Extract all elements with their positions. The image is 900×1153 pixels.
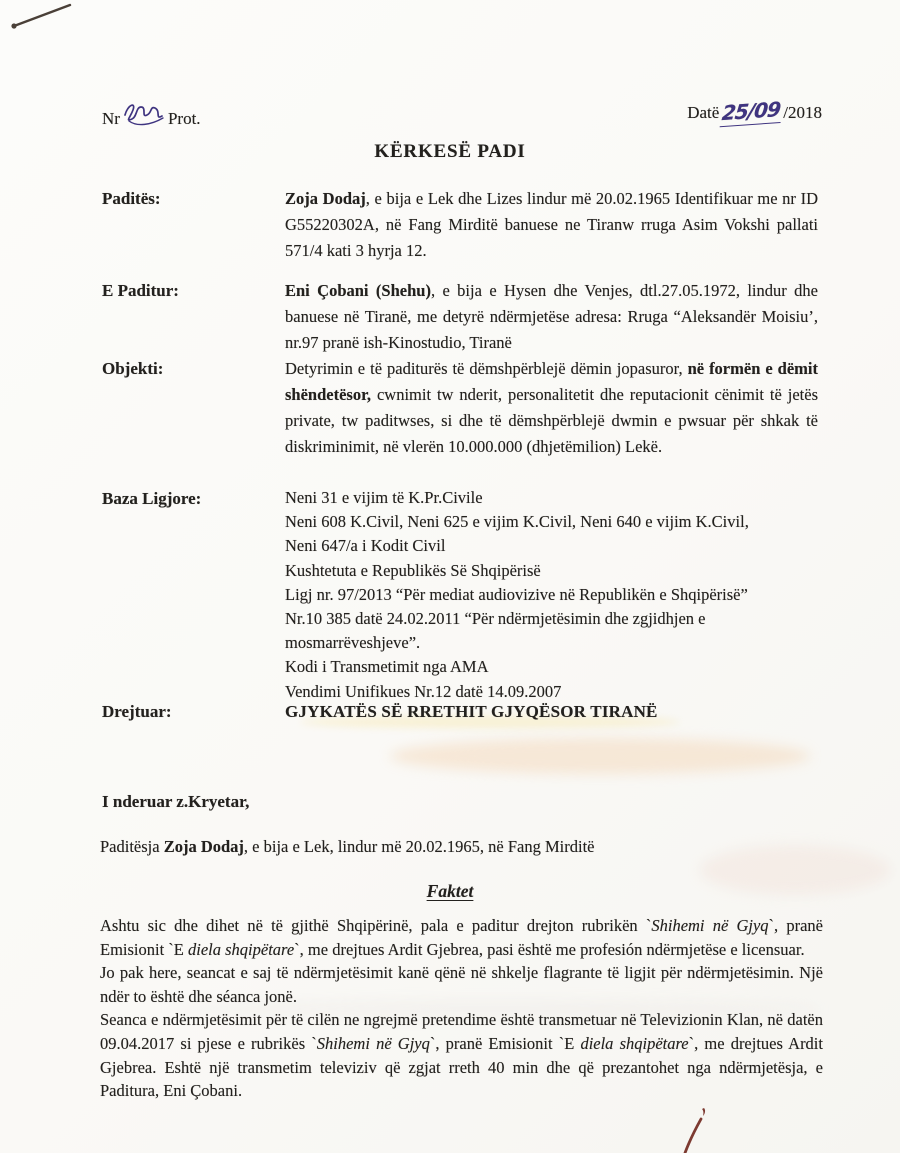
section-legal-basis bbox=[102, 486, 818, 704]
text-segment: Zoja Dodaj bbox=[163, 837, 244, 856]
paragraph bbox=[100, 1008, 823, 1102]
facts-body bbox=[100, 914, 823, 1103]
section-content bbox=[285, 278, 818, 356]
section-content bbox=[285, 356, 818, 460]
section-label: Paditës: bbox=[102, 189, 161, 208]
text-segment: diela shqipëtare bbox=[188, 939, 295, 959]
prot-label: Prot. bbox=[167, 109, 201, 128]
text-segment: cwnimit tw nderit, personalitetit dhe reputacionit cënimit të jetës private, tw paditwses, si dhe të dëmshpërblejë dwmin e pwsuar për shkak të diskriminimit, në vlerën 10.000.000 (dhjetëmilion) Lekë. bbox=[285, 385, 818, 456]
section-defendant bbox=[102, 278, 818, 356]
text-segment: , e bija e Lek, lindur më 20.02.1965, në Fang Mirditë bbox=[243, 837, 595, 856]
text-segment: Eni Çobani (Shehu) bbox=[285, 281, 431, 300]
pen-mark-bottom-right bbox=[660, 1100, 730, 1153]
legal-basis-line: Kodi i Transmetimit nga AMA bbox=[285, 657, 489, 677]
text-segment: Shihemi në Gjyq bbox=[651, 916, 769, 935]
protocol-number-handwriting bbox=[121, 100, 171, 132]
text-segment: `, me drejtues Ardit Gjebrea, pasi është me profesión ndërmjetëse e licensuar. bbox=[294, 939, 805, 959]
legal-basis-line: Neni 31 e vijim të K.Pr.Civile bbox=[285, 488, 483, 507]
facts-heading-text: Faktet bbox=[426, 881, 474, 901]
legal-basis-line: Neni 608 K.Civil, Neni 625 e vijim K.Civil, Neni 640 e vijim K.Civil, bbox=[285, 512, 749, 532]
legal-basis-line: mosmarrëveshjeve”. bbox=[285, 633, 421, 653]
text-segment: Ashtu sic dhe dihet në të gjithë Shqipërinë, pala e paditur drejton rubrikën ` bbox=[100, 916, 652, 935]
text-segment: Shihemi në Gjyq bbox=[316, 1033, 430, 1053]
date-line bbox=[687, 98, 822, 126]
legal-basis-line: Vendimi Unifikues Nr.12 datë 14.09.2007 bbox=[285, 681, 562, 701]
text-segment: `, me drejtues Ardit Gjebrea. Eshtë një transmetim televiziv që zgjat rreth 40 min dhe që prezantohet nga ndërmjetësja, e Paditura, Eni Çobani. bbox=[100, 1033, 823, 1101]
section-label: Baza Ligjore: bbox=[102, 489, 202, 508]
text-segment: , e bija e Lek dhe Lizes lindur më 20.02.1965 Identifikuar me nr ID G55220302A, në Fang Mirditë banuese ne Tiranw rruga Asim Vokshi pallati 571/4 kati 3 hyrja 12. bbox=[285, 189, 818, 260]
section-label: Objekti: bbox=[102, 359, 164, 378]
section-content: GJYKATËS SË RRETHIT GJYQËSOR TIRANË bbox=[285, 702, 658, 721]
date-label: Datë bbox=[687, 103, 720, 122]
legal-basis-line: Neni 647/a i Kodit Civil bbox=[285, 536, 446, 556]
text-segment: Paditësja bbox=[100, 837, 164, 856]
paragraph bbox=[100, 961, 823, 1008]
section-content bbox=[285, 186, 818, 264]
section-label: E Paditur: bbox=[102, 281, 179, 300]
date-year: /2018 bbox=[783, 103, 822, 122]
text-segment: diela shqipëtare bbox=[580, 1033, 689, 1053]
text-segment: `, pranë Emisionit `E bbox=[429, 1033, 581, 1053]
pen-mark-top-left bbox=[6, 0, 78, 32]
legal-basis-line: Nr.10 385 datë 24.02.2011 “Për ndërmjetësimin dhe zgjidhjen e bbox=[285, 609, 706, 629]
paragraph bbox=[100, 914, 823, 961]
section-plaintiff bbox=[102, 186, 818, 264]
text-segment: në formën e dëmit shëndetësor, bbox=[285, 359, 818, 404]
legal-basis-line: Ligj nr. 97/2013 “Për mediat audiovizive në Republikën e Shqipërisë” bbox=[285, 584, 748, 604]
text-segment: `, pranë Emisionit `E bbox=[100, 916, 823, 959]
section-label: Drejtuar: bbox=[102, 702, 172, 721]
text-segment: Zoja Dodaj bbox=[285, 189, 366, 208]
facts-heading bbox=[0, 878, 900, 904]
scan-smudge bbox=[390, 738, 810, 774]
date-handwriting: 25/09 bbox=[720, 96, 784, 128]
text-segment: , e bija e Hysen dhe Venjes, dtl.27.05.1972, lindur dhe banuese në Tiranë, me detyrë ndërmjetëse adresa: Rruga “Aleksandër Moisiu’, nr.97 pranë ish-Kinostudio, Tiranë bbox=[285, 281, 818, 352]
intro-line bbox=[100, 834, 594, 860]
text-segment: Seanca e ndërmjetësimit për të cilën ne ngrejmë pretendime është transmetuar në Televizionin Klan, në datën 09.04.2017 si pjese e rubrikës ` bbox=[100, 1010, 823, 1053]
nr-label: Nr bbox=[102, 109, 120, 128]
protocol-number-line bbox=[102, 100, 201, 132]
legal-basis-line: Kushtetuta e Republikës Së Shqipërisë bbox=[285, 560, 541, 580]
section-content bbox=[285, 486, 818, 704]
document-title: KËRKESË PADI bbox=[374, 141, 526, 162]
section-object bbox=[102, 356, 818, 460]
salutation: I nderuar z.Kryetar, bbox=[102, 792, 250, 811]
text-segment: Detyrimin e të paditurës të dëmshpërblejë dëmin jopasuror, bbox=[285, 359, 688, 378]
text-segment: Jo pak here, seancat e saj të ndërmjetësimit kanë qënë në shkelje flagrante të ligjit për ndërmjetësimin. Një ndër to është dhe séanca jonë. bbox=[100, 963, 823, 1006]
section-addressed-to bbox=[102, 699, 818, 725]
